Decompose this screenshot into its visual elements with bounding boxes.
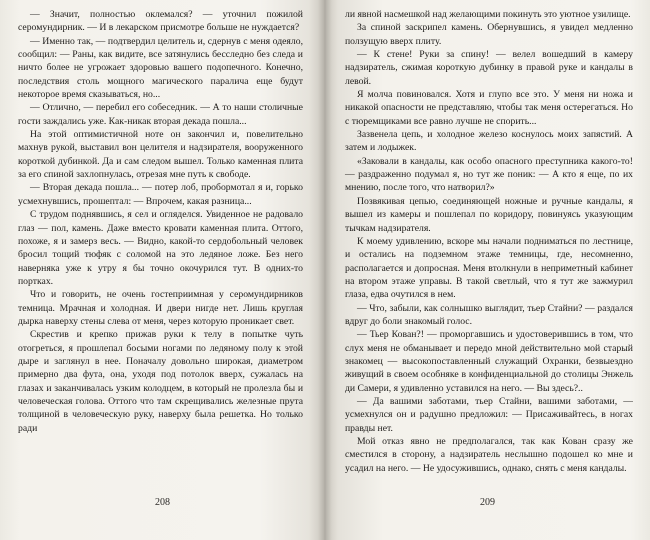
paragraph: — Вторая декада пошла... — потер лоб, пробормотал я и, горько усмехнувшись, прошептал: — Впрочем, какая разница... <box>18 182 303 207</box>
page-number-right: 209 <box>480 497 495 508</box>
paragraph: Скрестив и крепко прижав руки к телу в попытке чуть отогреться, я прошлепал босыми ногами по ледяному полу к этой дыре и заглянул в нее. Поначалу довольно широкая, диаметром примерно два фута, она, уходя под потолок вверх, сужалась на глазах и заканчивалась узким колодцем, в который не пролезла бы и человеческая голова. Оттого что там скрещивались железные прута толщиной в человеческую руку, наверху была решетка. Но только ради <box>18 329 303 434</box>
paragraph: — Значит, полностью оклемался? — уточнил пожилой серомундирник. — И в лекарском присмотре больше не нуждается? <box>18 9 303 34</box>
right-page <box>325 0 650 540</box>
paragraph: Мой отказ явно не предполагался, так как Кован сразу же сместился в сторону, а надзиратель неслышно подошел ко мне и усадил на него. — Не удосужившись, однако, снять с меня кандалы. <box>345 436 633 474</box>
paragraph: Зазвенела цепь, и холодное железо коснулось моих запястий. А затем и лодыжек. <box>345 129 633 154</box>
paragraph: Позвякивая цепью, соединяющей ножные и ручные кандалы, я вышел из камеры и пошлепал по коридору, повинуясь указующим тычкам надзирателя. <box>345 195 633 234</box>
paragraph: За спиной заскрипел камень. Обернувшись, я увидел медленно ползущую вверх плиту. <box>345 22 633 47</box>
paragraph: — Тьер Кован?! — проморгавшись и удостоверившись в том, что слух меня не обманывает и передо мной действительно мой старый знакомец — высокопоставленный служащий Охранки, безвыездно живущий в своем особняке в конфиденциальной до столицы Энжель ди Самери, я удивленно уставился на него. — Вы здесь?.. <box>345 329 633 394</box>
paragraph: Что и говорить, не очень гостеприимная у серомундирников темница. Мрачная и холодная. И двери нигде нет. Лишь круглая дырка наверху стены слева от меня, через которую проникает свет. <box>18 289 303 327</box>
paragraph: На этой оптимистичной ноте он закончил и, повелительно махнув рукой, выставил вон целителя и надзирателя, вооруженного короткой дубинкой. Да и сам следом вышел. Только каменная плита за его спиной захлопнулась, отрезая мне путь к свободе. <box>18 129 303 181</box>
paragraph: — Что, забыли, как солнышко выглядит, тьер Стайни? — раздался вдруг до боли знакомый голос. <box>345 302 633 327</box>
paragraph: К моему удивлению, вскоре мы начали подниматься по лестнице, и остались на подземном этаже темницы, где, несомненно, располагается и допросная. Меня втолкнули в неприметный кабинет на втором этаже управы. В такой светлый, что я тут же зажмурил глаза, едва очутился в нем. <box>345 235 633 301</box>
right-page-text <box>345 8 633 475</box>
paragraph: — К стене! Руки за спину! — велел вошедший в камеру надзиратель, сжимая короткую дубинку в правой руке и кандалы в левой. <box>345 49 633 87</box>
paragraph: — Отлично, — перебил его собеседник. — А то наши столичные гости заждались уже. Как-никак вторая декада пошла... <box>18 102 303 127</box>
paragraph: ли явной насмешкой над желающими покинуть это уютное узилище. <box>345 9 631 20</box>
paragraph: Я молча повиновался. Хотя и глупо все это. У меня ни ножа и никакой опасности не представляю, чтобы так меня остерегаться. Но с тюремщиками все равно лучше не спорить... <box>345 89 633 127</box>
paragraph: С трудом поднявшись, я сел и огляделся. Увиденное не радовало глаз — пол, камень. Даже вместо кровати каменная плита. Оттого, похоже, я и замерз весь. — Видно, какой-то сердобольный человек бросил тощий тюфяк с соломой на это ледяное ложе. Без него наверняка уже к утру я бы точно окочурился тут. В одних-то портках. <box>18 209 303 287</box>
paragraph: «Заковали в кандалы, как особо опасного преступника какого-то! — раздраженно подумал я, но тут же поник: — А кто я еще, по их мнению, после того, что натворил?» <box>345 155 633 194</box>
page-number-left: 208 <box>155 497 170 508</box>
paragraph: — Именно так, — подтвердил целитель и, сдернув с меня одеяло, сообщил: — Раны, как видите, все затянулись бесследно без следа и ничто более не угрожает здоровью вашего подопечного. Конечно, последствия столь мощного магического паралича еще будут некоторое время сказываться, но... <box>18 35 303 101</box>
paragraph: — Да вашими заботами, тьер Стайни, вашими заботами, — усмехнулся он и радушно предложил: — Присаживайтесь, в ногах правды нет. <box>345 395 633 434</box>
left-page-text <box>18 8 303 435</box>
